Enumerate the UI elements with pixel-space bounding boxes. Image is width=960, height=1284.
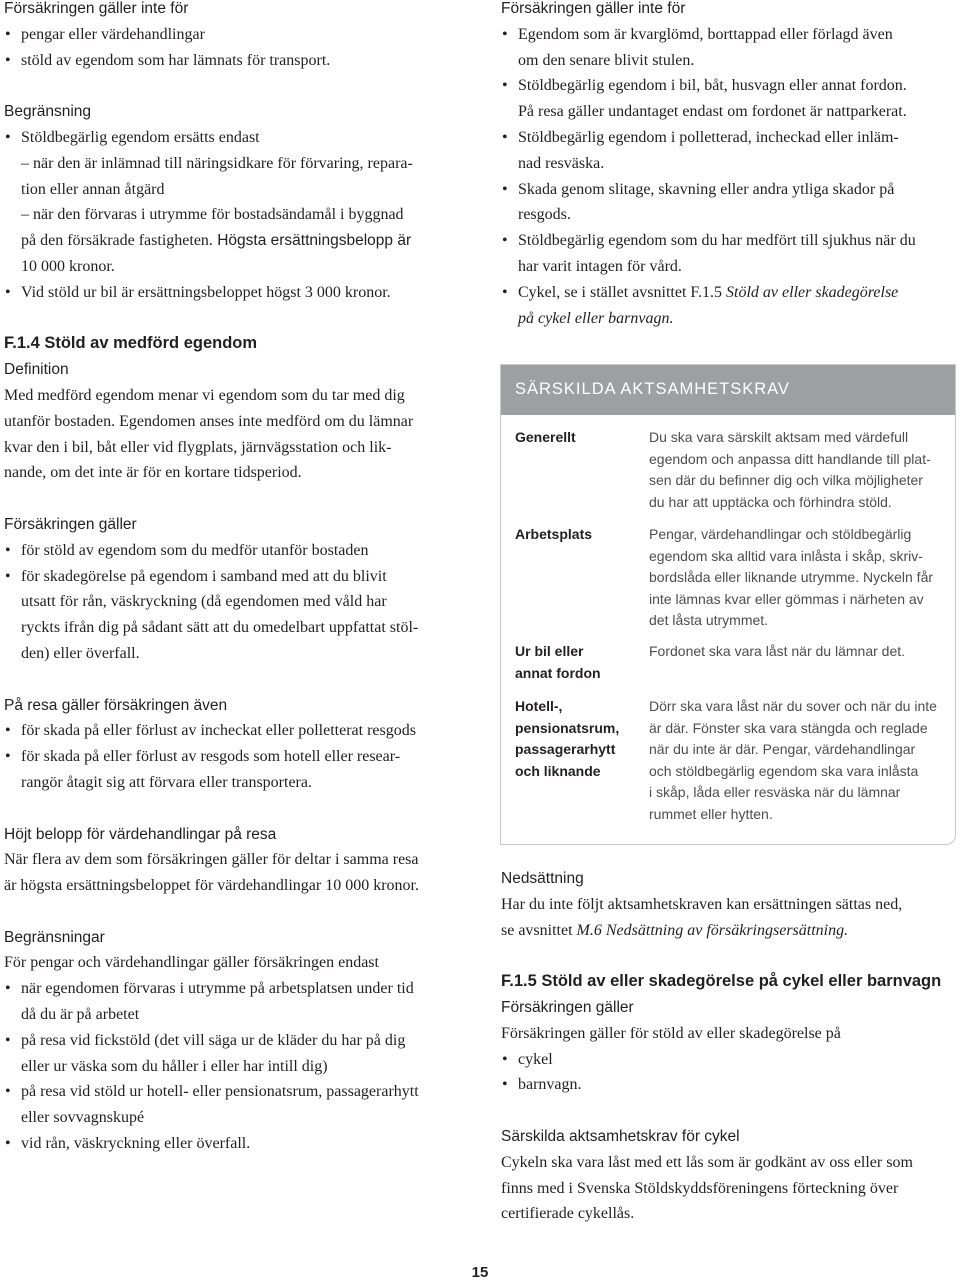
text-line: den) eller överfall. [21, 644, 140, 662]
text-line: eller ur väska som du håller i eller har intill dig) [21, 1057, 328, 1075]
text-line: utanför bostaden. Egendomen anses inte medförd om du lämnar [4, 412, 414, 430]
section-heading: Nedsättning [501, 870, 584, 887]
text-line: certifierade cykellås. [501, 1205, 635, 1223]
section-heading: På resa gäller försäkringen även [4, 696, 228, 714]
list-item: • för stöld av egendom som du medför utanför bostaden [4, 538, 464, 564]
box-val-line: egendom och anpassa ditt handlande till plat- [649, 450, 931, 467]
box-val-line: Dörr ska vara låst när du sover och när du inte [649, 698, 937, 714]
list-item [4, 1079, 464, 1131]
cross-reference: M.6 Nedsättning av försäkringsersättning. [576, 921, 849, 939]
list-item: • Stöldbegärlig egendom ersätts endast [4, 125, 464, 151]
box-val-line: är där. Fönster ska vara stängda och reglade [649, 719, 928, 736]
box-val-line: du har att upptäcka och förhindra stöld. [649, 493, 892, 510]
list-item [501, 22, 957, 74]
list-item [501, 177, 957, 229]
text-line: • för skadegörelse på egendom i samband med att du blivit [21, 567, 387, 585]
section-heading: Begränsningar [4, 928, 105, 946]
text-line: • Egendom som är kvarglömd, borttappad eller förlagd även [518, 25, 893, 43]
text-line: • Stöldbegärlig egendom som du har medfört till sjukhus när du [518, 232, 916, 250]
box-key-line: Generellt [515, 429, 576, 445]
list-item [4, 976, 464, 1028]
definition-paragraph [4, 383, 464, 486]
box-row-key [515, 427, 635, 449]
section-heading: Försäkringen gäller inte för [501, 0, 686, 17]
list-item [4, 1028, 464, 1080]
text-line: då du är på arbetet [21, 1006, 140, 1024]
box-row-value [649, 427, 949, 513]
list-item [4, 564, 464, 667]
text-line: eller sovvagnskupé [21, 1109, 145, 1127]
text-line: • Stöldbegärlig egendom i polletterad, incheckad eller inläm- [518, 128, 899, 146]
paragraph: Försäkringen gäller för stöld av eller skadegörelse på [501, 1024, 841, 1042]
right-column [501, 0, 957, 331]
box-row-value [649, 696, 949, 825]
text-line: nad resväska. [518, 154, 605, 172]
text-line: ryckts ifrån dig på sådant sätt att du omedelbart uppfattat stöl- [21, 619, 419, 637]
dash-item-text: när den är inlämnad till näringsidkare för förvaring, repara- [33, 154, 413, 172]
box-val-line: och stöldbegärlig egendom ska vara inlåsta [649, 762, 919, 779]
text-line: Har du inte följt aktsamhetskraven kan ersättningen sättas ned, [501, 895, 903, 913]
section-heading: Höjt belopp för värdehandlingar på resa [4, 825, 277, 843]
cross-reference: på cykel eller barnvagn. [518, 309, 674, 327]
box-row-value [649, 641, 949, 663]
aktsamhetskrav-box [500, 364, 956, 845]
box-val-line: egendom ska alltid vara inlåsta i skåp, skriv- [649, 547, 923, 564]
box-key-line: Arbetsplats [515, 526, 593, 542]
box-key-line: annat fordon [515, 664, 601, 681]
box-key-line: Ur bil eller [515, 643, 584, 659]
list-item: • stöld av egendom som har lämnats för transport. [4, 48, 464, 74]
text-line: resgods. [518, 206, 571, 224]
section-heading: Definition [4, 361, 69, 379]
section-heading: Begränsning [4, 103, 92, 121]
box-key-line: Hotell-, [515, 698, 563, 714]
box-val-line: inte lämnas kvar eller gömmas i närheten av [649, 590, 924, 607]
box-key-line: pensionatsrum, [515, 719, 620, 736]
dash-item [4, 202, 464, 279]
text-line: se avsnittet [501, 921, 577, 939]
text-line: På resa gäller undantaget endast om fordonet är nattparkerat. [518, 103, 907, 121]
box-val-line: bordslåda eller liknande utrymme. Nyckeln får [649, 569, 934, 585]
box-val-line: rummet eller hytten. [649, 805, 773, 822]
section-heading: Försäkringen gäller inte för [4, 0, 189, 17]
right-column-lower [501, 866, 957, 1227]
section-title-f15: F.1.5 Stöld av eller skadegörelse på cykel eller barnvagn [501, 972, 942, 991]
box-key-line: passagerarhytt [515, 741, 616, 757]
text-line: kvar den i bil, båt eller vid flygplats, järnvägsstation och lik- [4, 438, 392, 456]
text-line: är högsta ersättningsbeloppet för värdehandlingar 10 000 kronor. [4, 877, 419, 895]
box-key-line: och liknande [515, 762, 601, 779]
dash-item-text: när den förvaras i utrymme för bostadsändamål i byggnad [33, 206, 404, 224]
text-line: • Stöldbegärlig egendom i bil, båt, husvagn eller annat fordon. [518, 77, 907, 95]
list-item [501, 228, 957, 280]
section-heading: Särskilda aktsamhetskrav för cykel [501, 1127, 740, 1145]
text-line: • på resa vid fickstöld (det vill säga ur de kläder du har på dig [21, 1031, 406, 1049]
section-heading: Försäkringen gäller [4, 515, 137, 533]
dash-item-text: på den försäkrade fastigheten. [21, 232, 213, 250]
dash-item-text: 10 000 kronor. [21, 257, 115, 275]
dash-item-text-sans: Högsta ersättningsbelopp är [212, 232, 412, 250]
text-line: utsatt för rån, väskryckning (då egendomen med våld har [21, 593, 387, 611]
dash-item [4, 151, 464, 203]
box-val-line: Fordonet ska vara låst när du lämnar det. [649, 643, 906, 659]
list-item [501, 125, 957, 177]
text-line: • när egendomen förvaras i utrymme på arbetsplatsen under tid [21, 980, 414, 998]
dash-mark: – [21, 154, 33, 172]
box-row-key [515, 696, 635, 782]
section-heading: Försäkringen gäller [501, 998, 634, 1016]
text-line: Cykeln ska vara låst med ett lås som är godkänt av oss eller som [501, 1153, 913, 1171]
text-line: Med medförd egendom menar vi egendom som du tar med dig [4, 386, 405, 404]
text-line: När flera av dem som försäkringen gäller för deltar i samma resa [4, 851, 419, 869]
text-line: rangör åtagit sig att förvara eller transportera. [21, 773, 312, 791]
cross-reference: Stöld av eller skadegörelse [726, 283, 899, 301]
box-val-line: Pengar, värdehandlingar och stöldbegärlig [649, 526, 912, 542]
box-val-line: Du ska vara särskilt aktsam med värdefull [649, 429, 909, 445]
text-line: • för skada på eller förlust av resgods som hotell eller resear- [21, 748, 401, 766]
box-row-value [649, 524, 949, 632]
box-val-line: i skåp, låda eller resväska när du lämnar [649, 784, 901, 800]
text-line: om den senare blivit stulen. [518, 51, 695, 69]
list-item [4, 744, 464, 796]
box-val-line: sen där du befinner dig och vilka möjligheter [649, 472, 923, 488]
dash-item-text: tion eller annan åtgärd [21, 180, 165, 198]
dash-mark: – [21, 206, 33, 224]
list-item: • barnvagn. [501, 1072, 957, 1098]
box-val-line: när du inte är där. Pengar, värdehandlingar [649, 741, 916, 757]
box-row-key [515, 641, 635, 684]
list-item: • för skada på eller förlust av incheckat eller polletterat resgods [4, 718, 464, 744]
left-column [4, 0, 464, 1157]
text-line: • på resa vid stöld ur hotell- eller pensionatsrum, passagerarhytt [21, 1083, 419, 1101]
list-item: • Vid stöld ur bil är ersättningsbeloppet högst 3 000 kronor. [4, 280, 464, 306]
paragraph [501, 892, 957, 944]
text-line: • Skada genom slitage, skavning eller andra ytliga skador på [518, 180, 895, 198]
list-item [501, 280, 957, 332]
list-item: • pengar eller värdehandlingar [4, 22, 464, 48]
text-line: finns med i Svenska Stöldskyddsföreningens förteckning över [501, 1179, 899, 1197]
list-item [501, 73, 957, 125]
paragraph [501, 1150, 957, 1227]
text-line: Cykel, se i stället avsnittet F.1.5 [518, 283, 727, 301]
paragraph [4, 847, 464, 899]
list-item: • cykel [501, 1047, 957, 1073]
paragraph: För pengar och värdehandlingar gäller försäkringen endast [4, 954, 379, 972]
list-item: • vid rån, väskryckning eller överfall. [4, 1131, 464, 1157]
page-number: 15 [471, 1264, 489, 1281]
section-title-f14: F.1.4 Stöld av medförd egendom [4, 334, 258, 353]
box-title: SÄRSKILDA AKTSAMHETSKRAV [501, 365, 955, 415]
text-line: nande, om det inte är för en kortare tidsperiod. [4, 464, 302, 482]
text-line: har varit intagen för vård. [518, 257, 682, 275]
box-val-line: det låsta utrymmet. [649, 612, 769, 628]
box-row-key [515, 524, 635, 546]
